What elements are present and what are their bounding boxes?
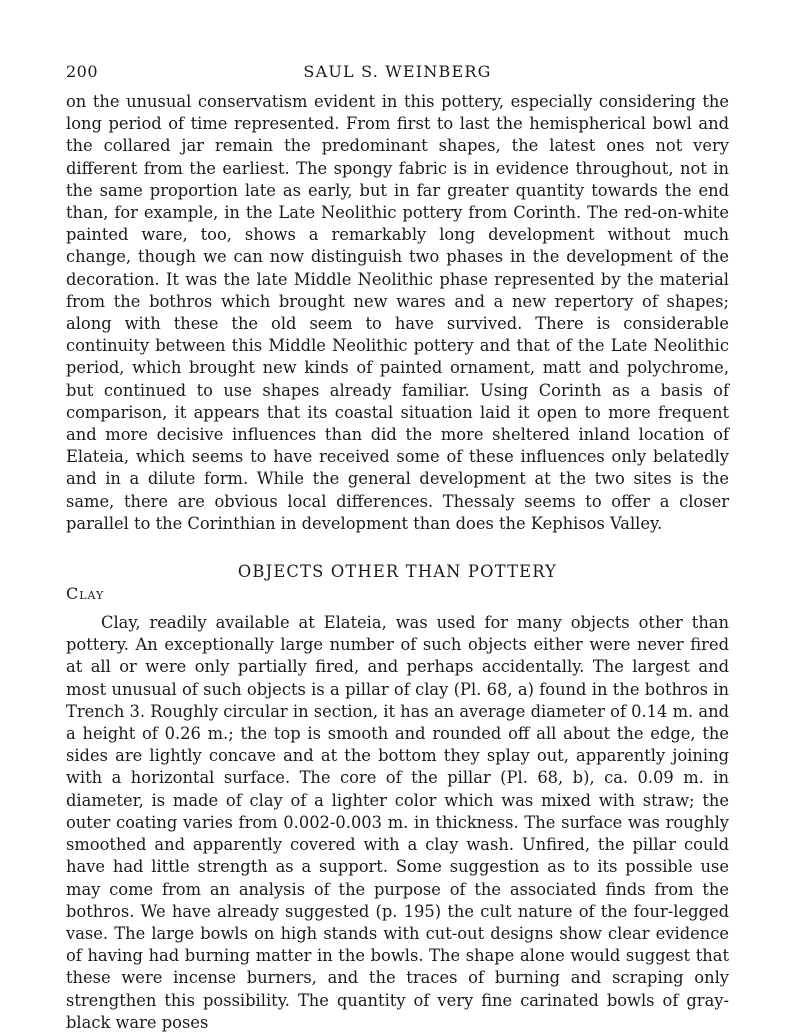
body-paragraph-1: on the unusual conservatism evident in this pottery, especially considering the long period of time represented. From first to last the hemispherical bowl and the collared jar remain the predominant shapes, the latest ones not very different from the earliest. The spongy fabric is in evidence throughout, not in the same proportion late as early, but in far greater quantity towards the end than, for example, in the Late Neolithic pottery from Corinth. The red-on-white painted ware, too, shows a remarkably long development without much change, though we can now distinguish two phases in the development of the decoration. It was the late Middle Neolithic phase represented by the material from the bothros which brought new wares and a new repertory of shapes; along with these the old seem to have survived. There is considerable continuity between this Middle Neolithic pottery and that of the Late Neolithic period, which brought new kinds of painted ornament, matt and polychrome, but continued to use shapes already familiar. Using Corinth as a basis of comparison, it appears that its coastal situation laid it open to more frequent and more decisive influences than did the more sheltered inland location of Elateia, which seems to have received some of these influences only belatedly and in a dilute form. While the general development at the two sites is the same, there are obvious local differences. Thessaly seems to offer a closer parallel to the Corinthian in development than does the Kephisos Valley. — [66, 92, 729, 533]
running-head-author: SAUL S. WEINBERG — [303, 62, 492, 81]
running-head — [66, 58, 729, 86]
page — [66, 58, 729, 1034]
page-number: 200 — [66, 62, 99, 81]
body-paragraph-2: Clay, readily available at Elateia, was used for many objects other than pottery. An exceptionally large number of such objects either were never fired at all or were only partially fired, and perhaps accidentally. The largest and most unusual of such objects is a pillar of clay (Pl. 68, a) found in the bothros in Trench 3. Roughly circular in section, it has an average diameter of 0.14 m. and a height of 0.26 m.; the top is smooth and rounded off all about the edge, the sides are lightly concave and at the bottom they splay out, apparently joining with a horizontal surface. The core of the pillar (Pl. 68, b), ca. 0.09 m. in diameter, is made of clay of a lighter color which was mixed with straw; the outer coating varies from 0.002-0.003 m. in thickness. The surface was roughly smoothed and apparently covered with a clay wash. Unfired, the pillar could have had little strength as a support. Some suggestion as to its possible use may come from an analysis of the purpose of the associated finds from the bothros. We have already suggested (p. 195) the cult nature of the four-legged vase. The large bowls on high stands with cut-out designs show clear evidence of having had burning matter in the bowls. The shape alone would suggest that these were incense burners, and the traces of burning and scraping only strengthen this possibility. The quantity of very fine carinated bowls of gray-black ware poses — [66, 613, 729, 1032]
subsection-heading: Clay — [66, 584, 105, 604]
section-heading: OBJECTS OTHER THAN POTTERY — [237, 562, 558, 582]
